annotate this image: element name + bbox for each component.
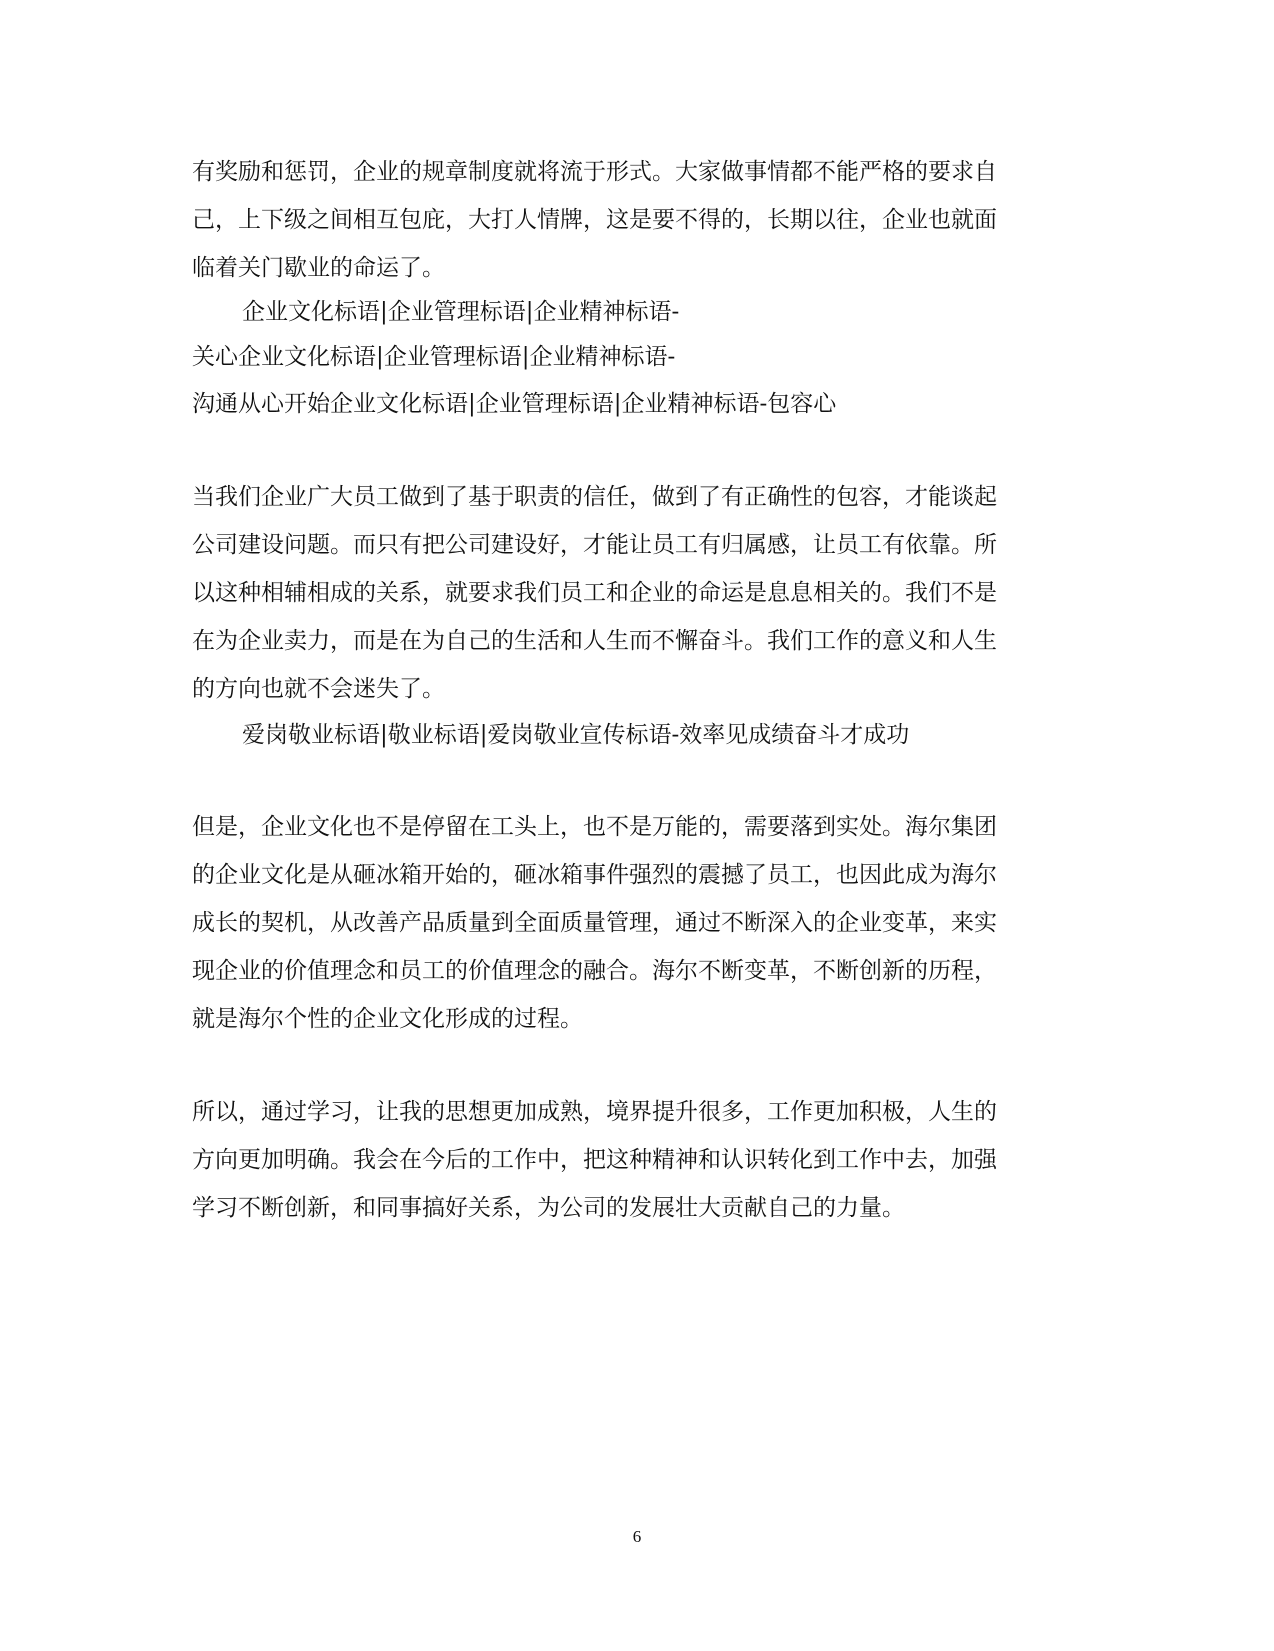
- paragraph-3-line-2: 的企业文化是从砸冰箱开始的，砸冰箱事件强烈的震撼了员工，也因此成为海尔: [192, 862, 997, 888]
- paragraph-2-line-2: 公司建设问题。而只有把公司建设好，才能让员工有归属感，让员工有依靠。所: [192, 532, 997, 558]
- slogan-line-3: 沟通从心开始企业文化标语|企业管理标语|企业精神标语-包容心: [192, 391, 837, 417]
- slogan-line-1: 企业文化标语|企业管理标语|企业精神标语-: [242, 299, 680, 325]
- paragraph-1-line-1: 有奖励和惩罚，企业的规章制度就将流于形式。大家做事情都不能严格的要求自: [192, 159, 997, 185]
- slogan-line-4: 爱岗敬业标语|敬业标语|爱岗敬业宣传标语-效率见成绩奋斗才成功: [242, 722, 910, 748]
- paragraph-3-line-3: 成长的契机，从改善产品质量到全面质量管理，通过不断深入的企业变革，来实: [192, 910, 997, 936]
- paragraph-1-line-3: 临着关门歇业的命运了。: [192, 255, 445, 281]
- paragraph-4-line-1: 所以，通过学习，让我的思想更加成熟，境界提升很多，工作更加积极，人生的: [192, 1099, 997, 1125]
- paragraph-2-line-1: 当我们企业广大员工做到了基于职责的信任，做到了有正确性的包容，才能谈起: [192, 484, 997, 510]
- paragraph-4-line-3: 学习不断创新，和同事搞好关系，为公司的发展壮大贡献自己的力量。: [192, 1195, 905, 1221]
- paragraph-3-line-1: 但是，企业文化也不是停留在工头上，也不是万能的，需要落到实处。海尔集团: [192, 814, 997, 840]
- paragraph-2-line-5: 的方向也就不会迷失了。: [192, 676, 445, 702]
- paragraph-1-line-2: 己，上下级之间相互包庇，大打人情牌，这是要不得的，长期以往，企业也就面: [192, 207, 997, 233]
- paragraph-2-line-4: 在为企业卖力，而是在为自己的生活和人生而不懈奋斗。我们工作的意义和人生: [192, 628, 997, 654]
- slogan-line-2: 关心企业文化标语|企业管理标语|企业精神标语-: [192, 344, 676, 370]
- paragraph-3-line-4: 现企业的价值理念和员工的价值理念的融合。海尔不断变革，不断创新的历程，: [192, 958, 997, 984]
- paragraph-4-line-2: 方向更加明确。我会在今后的工作中，把这种精神和认识转化到工作中去，加强: [192, 1147, 997, 1173]
- paragraph-3-line-5: 就是海尔个性的企业文化形成的过程。: [192, 1006, 583, 1032]
- page-number: 6: [632, 1527, 642, 1546]
- paragraph-2-line-3: 以这种相辅相成的关系，就要求我们员工和企业的命运是息息相关的。我们不是: [192, 580, 997, 606]
